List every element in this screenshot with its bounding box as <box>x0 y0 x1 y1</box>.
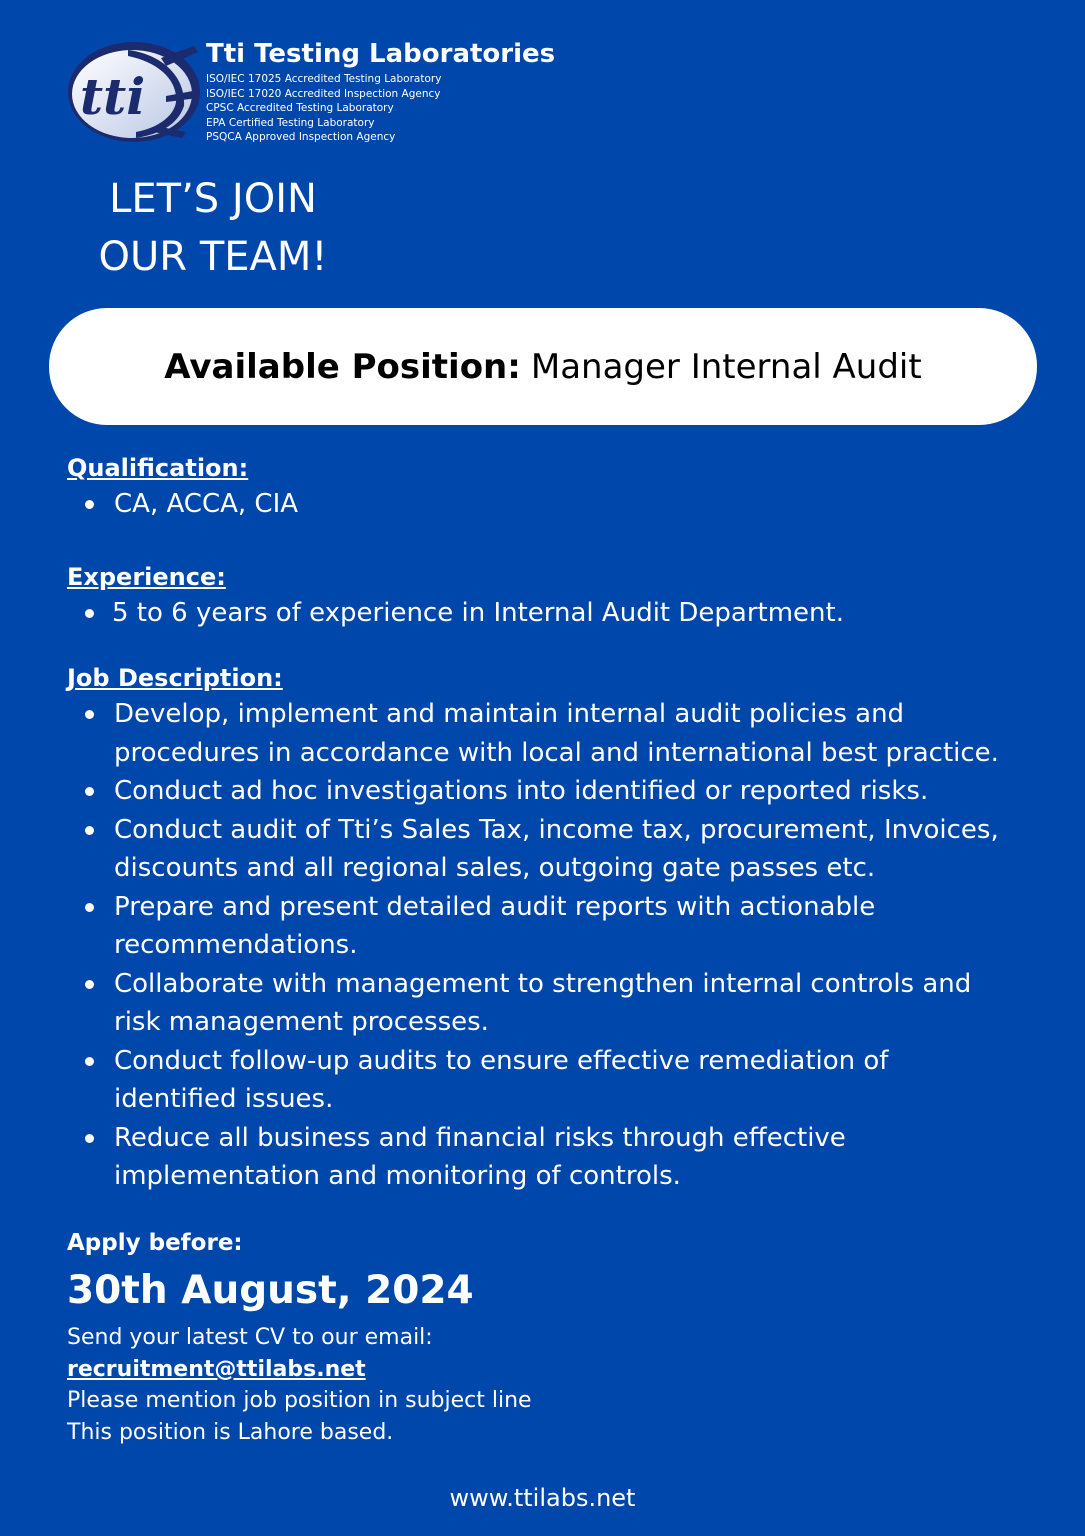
experience-title: Experience: <box>67 563 226 591</box>
location-note: This position is Lahore based. <box>67 1419 394 1445</box>
list-item-line: discounts and all regional sales, outgoing gate passes etc. <box>114 853 876 883</box>
send-cv-text: Send your latest CV to our email: <box>67 1325 433 1350</box>
headline-line-1: LET’S JOIN <box>109 176 317 222</box>
apply-before-label: Apply before: <box>67 1230 243 1256</box>
list-item-line: implementation and monitoring of controls. <box>114 1161 681 1191</box>
position-label: Available Position: <box>164 346 521 387</box>
brand-block <box>206 38 626 145</box>
accreditation-line: ISO/IEC 17020 Accredited Inspection Agency <box>206 87 441 100</box>
list-item-line: Conduct follow-up audits to ensure effective remediation of <box>114 1045 889 1076</box>
deadline-date: 30th August, 2024 <box>67 1268 474 1313</box>
list-item-line: recommendations. <box>114 930 358 960</box>
list-item-line: Develop, implement and maintain internal audit policies and <box>114 699 905 729</box>
job-description-section <box>67 663 999 1196</box>
headline <box>78 170 348 286</box>
qualification-section <box>67 453 298 524</box>
company-name: Tti Testing Laboratories <box>206 39 556 69</box>
accreditation-line: EPA Certified Testing Laboratory <box>206 116 375 129</box>
accreditation-line: ISO/IEC 17025 Accredited Testing Laboratory <box>206 73 442 85</box>
list-item-line: Collaborate with management to strengthen internal controls and <box>114 968 972 999</box>
list-item-line: Conduct ad hoc investigations into identified or reported risks. <box>114 776 929 806</box>
qualification-list <box>67 485 298 524</box>
list-item <box>67 695 999 772</box>
contact-block <box>67 1322 532 1448</box>
tti-logo <box>66 36 202 146</box>
list-item <box>67 888 999 965</box>
list-item-line: Reduce all business and financial risks through effective <box>114 1122 846 1153</box>
accreditation-line: PSQCA Approved Inspection Agency <box>206 131 396 144</box>
globe-logo-icon <box>66 36 202 146</box>
list-item: 5 to 6 years of experience in Internal Audit Department. <box>67 594 844 633</box>
position-banner <box>49 308 1037 425</box>
list-item <box>67 965 999 1042</box>
list-item-line: procedures in accordance with local and international best practice. <box>114 737 999 768</box>
logo-text: tti <box>80 67 146 126</box>
list-item <box>67 772 999 811</box>
list-item-line: Conduct audit of Tti’s Sales Tax, income tax, procurement, Invoices, <box>114 814 999 845</box>
list-item-line: risk management processes. <box>114 1007 489 1037</box>
experience-list <box>67 594 844 633</box>
job-description-list <box>67 695 999 1196</box>
list-item <box>67 1042 999 1119</box>
list-item <box>67 811 999 888</box>
email-link[interactable]: recruitment@ttilabs.net <box>67 1356 366 1382</box>
website-link[interactable]: www.ttilabs.net <box>449 1484 636 1512</box>
job-description-title: Job Description: <box>67 664 283 692</box>
qualification-title: Qualification: <box>67 454 249 482</box>
list-item-line: Prepare and present detailed audit reports with actionable <box>114 891 876 922</box>
list-item-line: identified issues. <box>114 1084 334 1114</box>
accreditation-line: CPSC Accredited Testing Laboratory <box>206 102 394 115</box>
subject-note: Please mention job position in subject line <box>67 1388 532 1413</box>
list-item: CA, ACCA, CIA <box>67 485 298 524</box>
experience-section <box>67 562 844 633</box>
accreditation-list <box>206 72 626 145</box>
position-title: Manager Internal Audit <box>530 346 922 387</box>
headline-line-2: OUR TEAM! <box>98 234 328 280</box>
list-item <box>67 1119 999 1196</box>
